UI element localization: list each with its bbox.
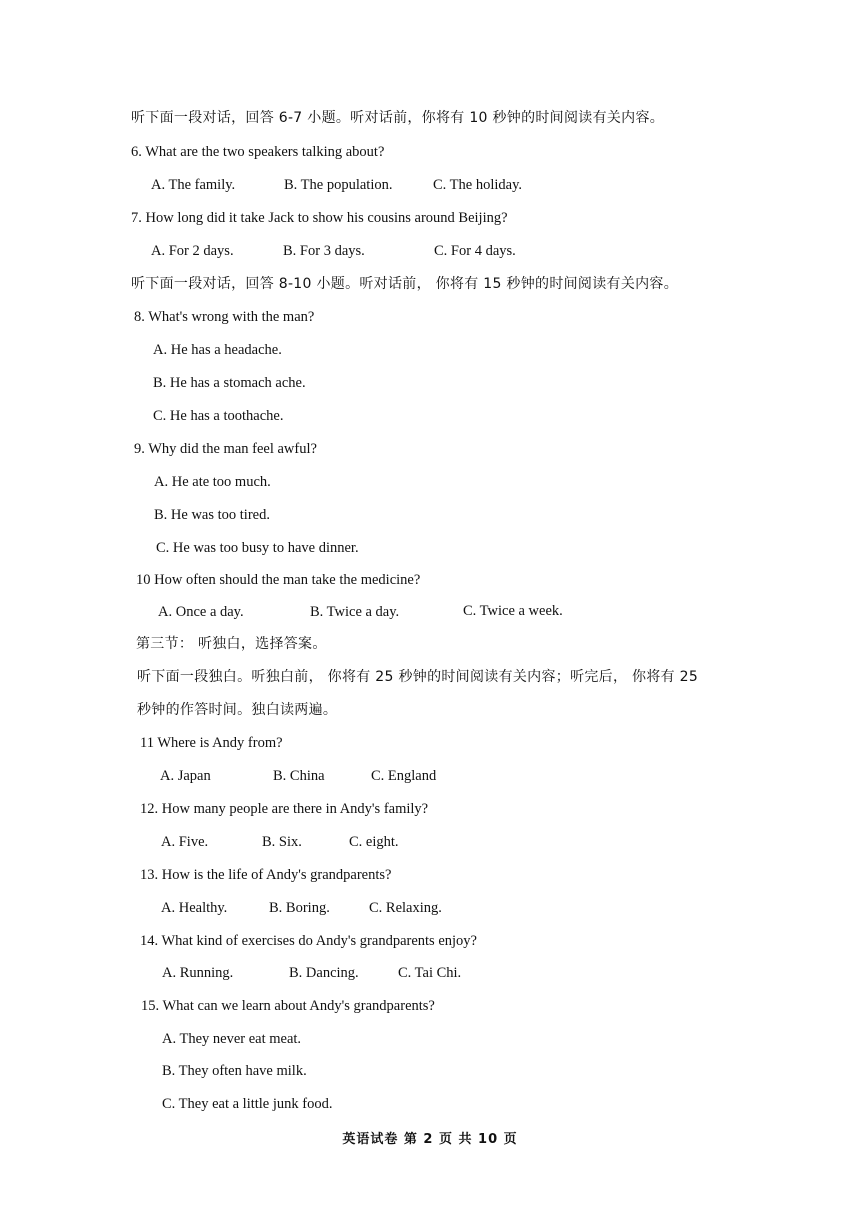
question-12-option-a: A. Five.: [161, 834, 209, 850]
question-13-option-a: A. Healthy.: [161, 900, 228, 916]
question-6: 6. What are the two speakers talking about?: [131, 144, 385, 160]
question-8-option-b: B. He has a stomach ache.: [153, 375, 306, 391]
question-7: 7. How long did it take Jack to show his cousins around Beijing?: [131, 210, 508, 226]
question-13: 13. How is the life of Andy's grandparents?: [140, 867, 392, 883]
question-14: 14. What kind of exercises do Andy's grandparents enjoy?: [140, 933, 477, 949]
question-9-option-a: A. He ate too much.: [154, 474, 271, 490]
question-8-option-c: C. He has a toothache.: [153, 408, 284, 424]
question-6-option-c: C. The holiday.: [433, 177, 523, 193]
question-14-option-c: C. Tai Chi.: [398, 965, 462, 981]
question-9: 9. Why did the man feel awful?: [134, 441, 317, 457]
question-9-option-b: B. He was too tired.: [154, 507, 270, 523]
question-11-option-b: B. China: [273, 768, 325, 784]
question-12-option-c: C. eight.: [349, 834, 399, 850]
question-10-option-b: B. Twice a day.: [310, 604, 400, 620]
section3-title: 第三节： 听独白，选择答案。: [136, 636, 327, 652]
question-12-option-b: B. Six.: [262, 834, 302, 850]
question-10-option-a: A. Once a day.: [158, 604, 244, 620]
question-13-option-c: C. Relaxing.: [369, 900, 442, 916]
section3-instruction-line2: 秒钟的作答时间。独白读两遍。: [137, 702, 338, 718]
question-13-option-b: B. Boring.: [269, 900, 330, 916]
question-15-option-a: A. They never eat meat.: [162, 1031, 302, 1047]
question-7-option-c: C. For 4 days.: [434, 243, 516, 259]
page-footer: 英语试卷 第 2 页 共 10 页: [342, 1132, 518, 1147]
question-11-option-a: A. Japan: [160, 768, 211, 784]
question-8: 8. What's wrong with the man?: [134, 309, 315, 325]
question-11-option-c: C. England: [371, 768, 437, 784]
question-7-option-b: B. For 3 days.: [283, 243, 365, 259]
question-11: 11 Where is Andy from?: [140, 735, 283, 751]
question-15-option-b: B. They often have milk.: [162, 1063, 307, 1079]
question-8-option-a: A. He has a headache.: [153, 342, 282, 358]
question-9-option-c: C. He was too busy to have dinner.: [156, 540, 359, 556]
question-10-option-c: C. Twice a week.: [463, 603, 563, 619]
section3-instruction-line1: 听下面一段独白。听独白前， 你将有 25 秒钟的时间阅读有关内容；听完后， 你将有 25: [137, 669, 699, 685]
question-12: 12. How many people are there in Andy's family?: [140, 801, 429, 817]
question-10: 10 How often should the man take the medicine?: [136, 572, 421, 588]
question-6-option-a: A. The family.: [151, 177, 236, 193]
instruction-q8-10: 听下面一段对话，回答 8-10 小题。听对话前， 你将有 15 秒钟的时间阅读有关内容。: [131, 276, 679, 292]
question-14-option-a: A. Running.: [162, 965, 234, 981]
instruction-q6-7: 听下面一段对话，回答 6-7 小题。听对话前，你将有 10 秒钟的时间阅读有关内容。: [131, 110, 665, 126]
question-15-option-c: C. They eat a little junk food.: [162, 1096, 333, 1112]
question-15: 15. What can we learn about Andy's grandparents?: [141, 998, 435, 1014]
question-6-option-b: B. The population.: [284, 177, 393, 193]
question-7-option-a: A. For 2 days.: [151, 243, 234, 259]
question-14-option-b: B. Dancing.: [289, 965, 359, 981]
